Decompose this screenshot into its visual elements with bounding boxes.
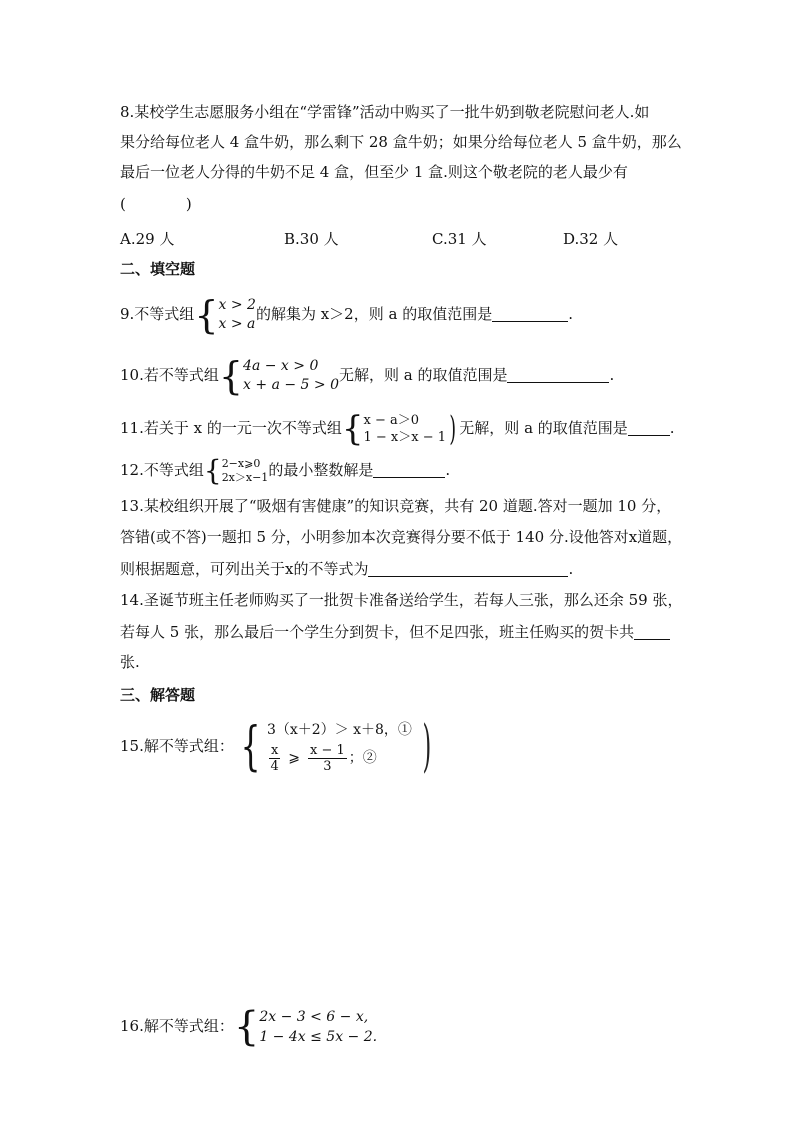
q9-system	[194, 293, 256, 337]
q13-line-2: 答错(或不答)一题扣 5 分，小明参加本次竞赛得分要不低于 140 分.设他答对x道题，	[120, 528, 683, 546]
q15	[120, 714, 438, 779]
q10-sys-line-1: 4a − x > 0	[243, 358, 319, 374]
left-brace-icon: {	[233, 1004, 260, 1050]
q15-frac-right-den: 3	[323, 758, 332, 774]
q10-end: .	[609, 366, 615, 384]
q9-sys-line-1: x > 2	[218, 297, 256, 313]
q13-line-3	[120, 559, 573, 579]
q9-sys-line-2: x > a	[218, 316, 256, 332]
q13-line-1: 13.某校组织开展了“吸烟有害健康”的知识竞赛，共有 20 道题.答对一题加 10 分，	[120, 497, 672, 515]
q8-line-1: 8.某校学生志愿服务小组在“学雷锋”活动中购买了一批牛奶到敬老院慰问老人.如	[120, 103, 650, 121]
q15-prefix: 15.解不等式组：	[120, 737, 234, 755]
q9	[120, 293, 573, 337]
right-paren-icon: )	[422, 714, 432, 779]
q16-prefix: 16.解不等式组：	[120, 1017, 234, 1035]
q12-sys-line-1: 2−x⩾0	[221, 457, 261, 470]
q16-sys-line-2: 1 − 4x ≤ 5x − 2.	[259, 1029, 378, 1045]
q15-system	[234, 714, 438, 779]
q16	[120, 1004, 377, 1048]
left-brace-icon: {	[194, 293, 219, 337]
q9-answer-blank[interactable]	[492, 305, 568, 322]
q8-line-2: 果分给每位老人 4 盒牛奶，那么剩下 28 盒牛奶；如果分给每位老人 5 盒牛奶，那么	[120, 133, 682, 151]
q11-answer-blank[interactable]	[628, 419, 670, 436]
q15-frac-left-den: 4	[270, 758, 279, 774]
q12-answer-blank[interactable]	[373, 461, 445, 478]
q15-frac-left	[269, 743, 280, 774]
q12-suffix: 的最小整数解是	[268, 461, 374, 479]
q12-end: .	[445, 461, 451, 479]
q8-option-c[interactable]: C.31 人	[432, 230, 487, 248]
q9-suffix: 的解集为 x＞2，则 a 的取值范围是	[255, 305, 493, 323]
q15-frac-right	[308, 743, 347, 774]
q8-line-3: 最后一位老人分得的牛奶不足 4 盒，但至少 1 盒.则这个敬老院的老人最少有	[120, 163, 628, 181]
q10-answer-blank[interactable]	[507, 366, 609, 383]
q8-option-a[interactable]: A.29 人	[120, 230, 175, 248]
q10	[120, 354, 614, 396]
q10-system	[218, 354, 339, 398]
right-paren-icon: )	[449, 409, 456, 449]
left-brace-icon: {	[218, 354, 244, 398]
q12	[120, 454, 450, 486]
q13-line-3-text: 则根据题意，可列出关于x的不等式为	[120, 560, 369, 578]
q14-line-2	[120, 622, 670, 642]
q15-eq-2	[267, 741, 412, 775]
section-fill-in-title: 二、填空题	[120, 260, 196, 278]
q13-end: .	[568, 560, 574, 578]
q15-eq-1: 3（x＋2）＞ x＋8，①	[266, 722, 412, 738]
q9-prefix: 9.不等式组	[120, 305, 195, 323]
q11-end: .	[669, 419, 675, 437]
q15-frac-left-num: x	[270, 742, 279, 758]
q10-prefix: 10.若不等式组	[120, 366, 219, 384]
q16-system	[233, 1004, 378, 1050]
q8-option-d[interactable]: D.32 人	[563, 230, 619, 248]
left-brace-icon: {	[203, 454, 222, 487]
q12-prefix: 12.不等式组	[120, 461, 204, 479]
q11-system	[341, 409, 459, 449]
left-brace-icon: {	[341, 409, 364, 449]
q14-line-2-text: 若每人 5 张，那么最后一个学生分到贺卡，但不足四张，班主任购买的贺卡共	[120, 623, 635, 641]
q11-sys-line-1: x − a＞0	[363, 413, 420, 428]
q11-prefix: 11.若关于 x 的一元一次不等式组	[120, 419, 342, 437]
q15-frac-right-num: x − 1	[310, 742, 345, 758]
q9-end: .	[568, 305, 573, 323]
q10-sys-line-2: x + a − 5 > 0	[243, 377, 339, 393]
q15-eq2-end: ；②	[348, 750, 377, 766]
section-solve-title: 三、解答题	[120, 686, 196, 704]
q8-answer-paren: ( )	[120, 195, 192, 213]
q16-sys-line-1: 2x − 3 < 6 − x,	[259, 1009, 369, 1025]
q10-suffix: 无解，则 a 的取值范围是	[339, 366, 508, 384]
q12-sys-line-2: 2x＞x−1	[221, 471, 269, 484]
q14-line-3: 张.	[120, 653, 140, 671]
left-brace-icon: {	[240, 717, 261, 777]
q11-sys-line-2: 1 − x＞x − 1	[363, 430, 447, 445]
q11-suffix: 无解，则 a 的取值范围是	[459, 419, 628, 437]
q8-option-b[interactable]: B.30 人	[284, 230, 339, 248]
q15-eq2-op: ⩾	[288, 750, 301, 766]
q14-line-1: 14.圣诞节班主任老师购买了一批贺卡准备送给学生，若每人三张，那么还余 59 张，	[120, 591, 683, 609]
q14-answer-blank[interactable]	[634, 623, 670, 640]
q12-system	[203, 454, 269, 487]
q13-answer-blank[interactable]	[368, 560, 568, 577]
q11	[120, 408, 675, 448]
